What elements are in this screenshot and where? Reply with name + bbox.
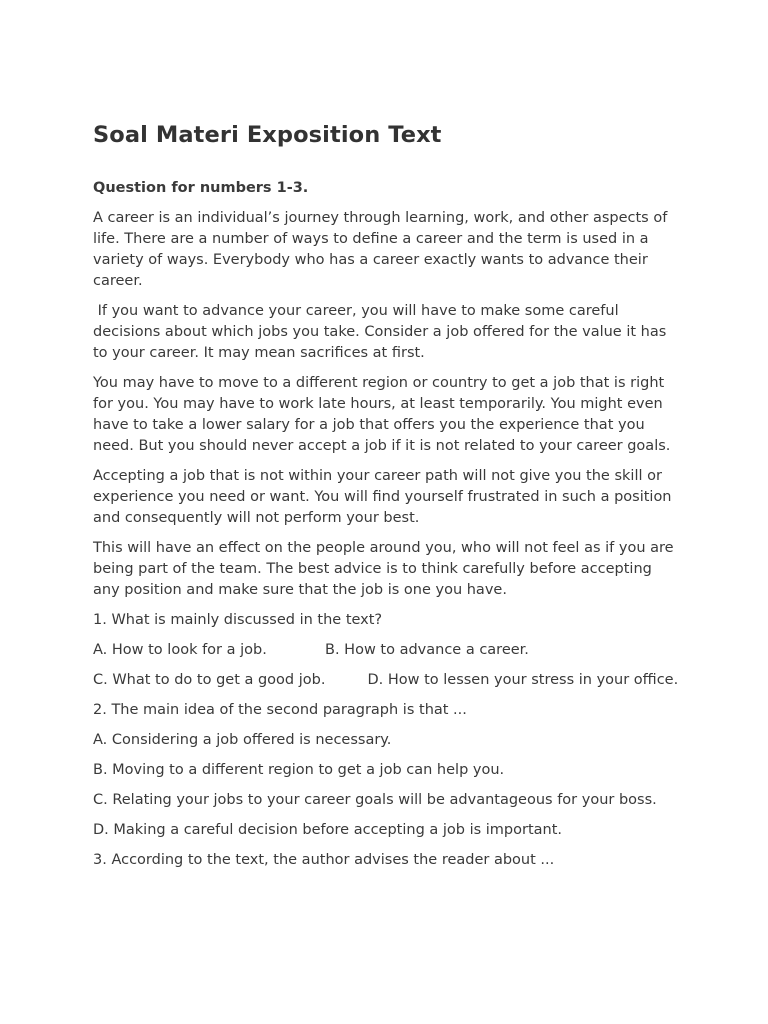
question-1-options-row-2 [93,670,683,691]
question-1-option-d: D. How to lessen your stress in your office. [367,672,679,688]
passage-paragraph-5: This will have an effect on the people around you, who will not feel as if you are being part of the team. The best advice is to think carefully before accepting any position and make sure that the job is one you have. [93,540,679,598]
document-page [93,118,683,880]
passage-paragraph-4: Accepting a job that is not within your career path will not give you the skill or experience you need or want. You will find yourself frustrated in such a position and consequently will not perform your best. [93,468,677,526]
question-2-option-b: B. Moving to a different region to get a job can help you. [93,762,505,778]
question-1-option-a: A. How to look for a job. [93,642,267,658]
question-1: 1. What is mainly discussed in the text? [93,612,383,628]
document-title: Soal Materi Exposition Text [93,122,442,148]
question-2-option-d: D. Making a careful decision before accepting a job is important. [93,822,563,838]
section-heading: Question for numbers 1-3. [93,180,309,196]
passage-paragraph-3: You may have to move to a different region or country to get a job that is right for you. You may have to work late hours, at least temporarily. You might even have to take a lower salary for a job that offers you the experience that you need. But you should never accept a job if it is not related to your career goals. [93,375,671,454]
question-2-option-c: C. Relating your jobs to your career goals will be advantageous for your boss. [93,792,657,808]
passage-paragraph-1: A career is an individual’s journey through learning, work, and other aspects of life. There are a number of ways to define a career and the term is used in a variety of ways. Everybody who has a career exactly wants to advance their career. [93,210,672,289]
passage-paragraph-2: If you want to advance your career, you will have to make some careful decisions about which jobs you take. Consider a job offered for the value it has to your career. It may mean sacrifices at first. [93,303,671,361]
question-3: 3. According to the text, the author advises the reader about ... [93,852,555,868]
question-1-option-c: C. What to do to get a good job. [93,672,326,688]
question-1-option-b: B. How to advance a career. [325,642,529,658]
question-2: 2. The main idea of the second paragraph is that ... [93,702,467,718]
question-1-options-row-1 [93,640,683,661]
question-2-option-a: A. Considering a job offered is necessary. [93,732,392,748]
